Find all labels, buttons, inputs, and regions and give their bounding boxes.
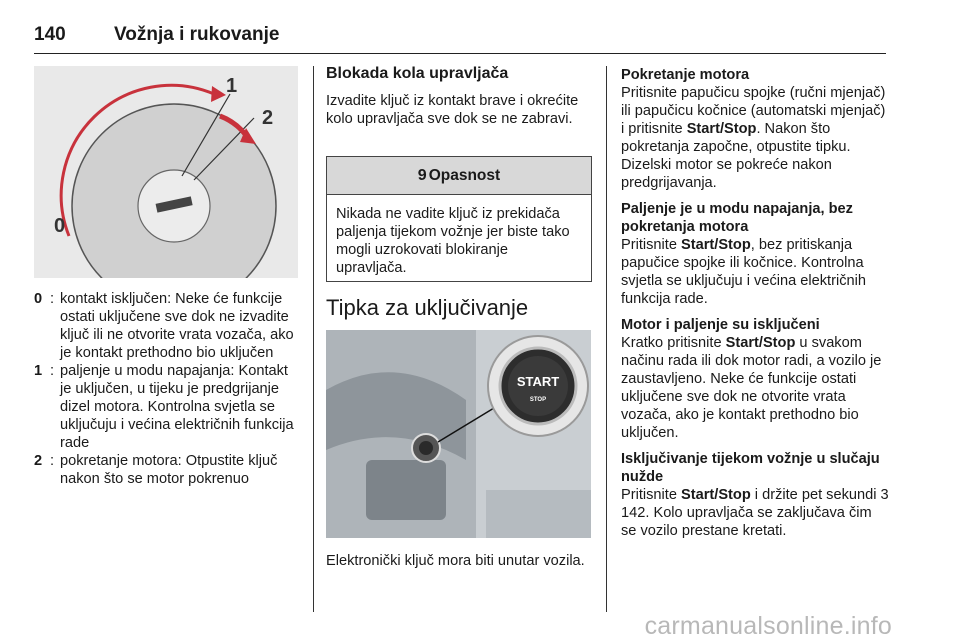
list-item — [34, 290, 300, 362]
danger-notice-header — [327, 157, 591, 195]
danger-notice — [326, 156, 592, 282]
stop-label: STOP — [529, 397, 547, 403]
power-mode-block — [621, 200, 891, 308]
reference-arrow-icon[interactable]: 3 — [880, 487, 889, 503]
definition-text: kontakt isključen: Neke će funkcije ostati uključene sve dok ne izvadite ključ ili ne otvorite vrata vozača, ako je kontakt prethodno bio uključen — [60, 291, 294, 361]
label-position-0: 0 — [54, 215, 66, 237]
label-position-1: 1 — [226, 75, 238, 97]
center-console — [486, 490, 591, 538]
steering-lock-section — [326, 64, 596, 128]
ignition-switch-drawing — [34, 66, 298, 278]
watermark: carmanualsonline.info — [644, 612, 892, 640]
danger-notice-title: Opasnost — [428, 166, 501, 184]
emergency-off-heading: Isključivanje tijekom vožnje u slučaju nužde — [621, 451, 880, 485]
definition-key: 2 — [34, 453, 43, 469]
engine-start-heading: Pokretanje motora — [621, 67, 750, 83]
definition-text: pokretanje motora: Otpustite ključ nakon što se motor pokrenuo — [60, 453, 278, 487]
start-button-heading: Tipka za uključivanje — [326, 295, 529, 320]
page-title: Vožnja i rukovanje — [114, 24, 280, 45]
column-divider-2 — [606, 66, 607, 612]
power-mode-text: Pritisnite Start/Stop, bez pritiskanja papučice spojke ili kočnice. Kontrolna svjetla se uključuju i većina električnih funkcija rade. — [621, 237, 866, 307]
definition-separator: : — [49, 291, 55, 307]
label-position-2: 2 — [262, 107, 274, 129]
definition-separator: : — [49, 453, 55, 469]
engine-start-block — [621, 66, 891, 192]
engine-off-text: Kratko pritisnite Start/Stop u svakom načinu rada ili dok motor radi, a vozilo je zaustavljeno. Neke će funkcije ostati uključene sve dok ne otvorite vrata vozača, ako je kontakt prethodno bio uključen. — [621, 335, 882, 441]
list-item — [34, 452, 300, 488]
emergency-off-text: Pritisnite Start/Stop i držite pet sekundi 3 142. Kolo upravljača se zaključava čim se vozilo prestane kretati. — [621, 487, 889, 539]
danger-notice-text: Nikada ne vadite ključ iz prekidača paljenja tijekom vožnje jer biste tako mogli uzrokovati blokiranje upravljača. — [336, 206, 570, 276]
steering-lock-text: Izvadite ključ iz kontakt brave i okrećite kolo upravljača sve dok se ne zabravi. — [326, 93, 579, 127]
engine-start-stop-section — [621, 66, 891, 548]
arc-arrowhead — [211, 86, 226, 102]
emergency-off-block — [621, 450, 891, 540]
definition-key: 0 — [34, 291, 43, 307]
steering-lock-heading: Blokada kola upravljača — [326, 65, 509, 82]
definition-key: 1 — [34, 363, 43, 379]
start-stop-photo — [326, 330, 591, 538]
start-label: START — [516, 374, 560, 389]
start-button-caption: Elektronički ključ mora biti unutar vozila. — [326, 553, 585, 569]
list-item — [34, 362, 300, 452]
engine-off-heading: Motor i paljenje su isključeni — [621, 317, 820, 333]
engine-start-text: Pritisnite papučicu spojke (ručni mjenjač) ili papučicu kočnice (automatski mjenjač) i pritisnite Start/Stop. Nakon što pokretanja započne, otpustite tipku. Dizelski motor se pokreće nakon predgrijavanja. — [621, 85, 886, 191]
ignition-positions-list — [34, 290, 300, 488]
page-number: 140 — [34, 24, 66, 45]
lower-console — [366, 460, 446, 520]
engine-off-block — [621, 316, 891, 442]
power-mode-heading: Paljenje je u modu napajanja, bez pokretanja motora — [621, 201, 853, 235]
start-stop-button-figure — [326, 330, 591, 538]
ignition-switch-figure — [34, 66, 298, 278]
page-header — [34, 22, 886, 54]
definition-separator: : — [49, 363, 55, 379]
definition-text: paljenje u modu napajanja: Kontakt je uključen, u tijeku je predgrijanje dizel motora. Kontrolna svjetla se uključuju i većina električnih funkcija rade — [60, 363, 294, 451]
warning-triangle-icon: 9 — [417, 166, 427, 184]
column-divider-1 — [313, 66, 314, 612]
